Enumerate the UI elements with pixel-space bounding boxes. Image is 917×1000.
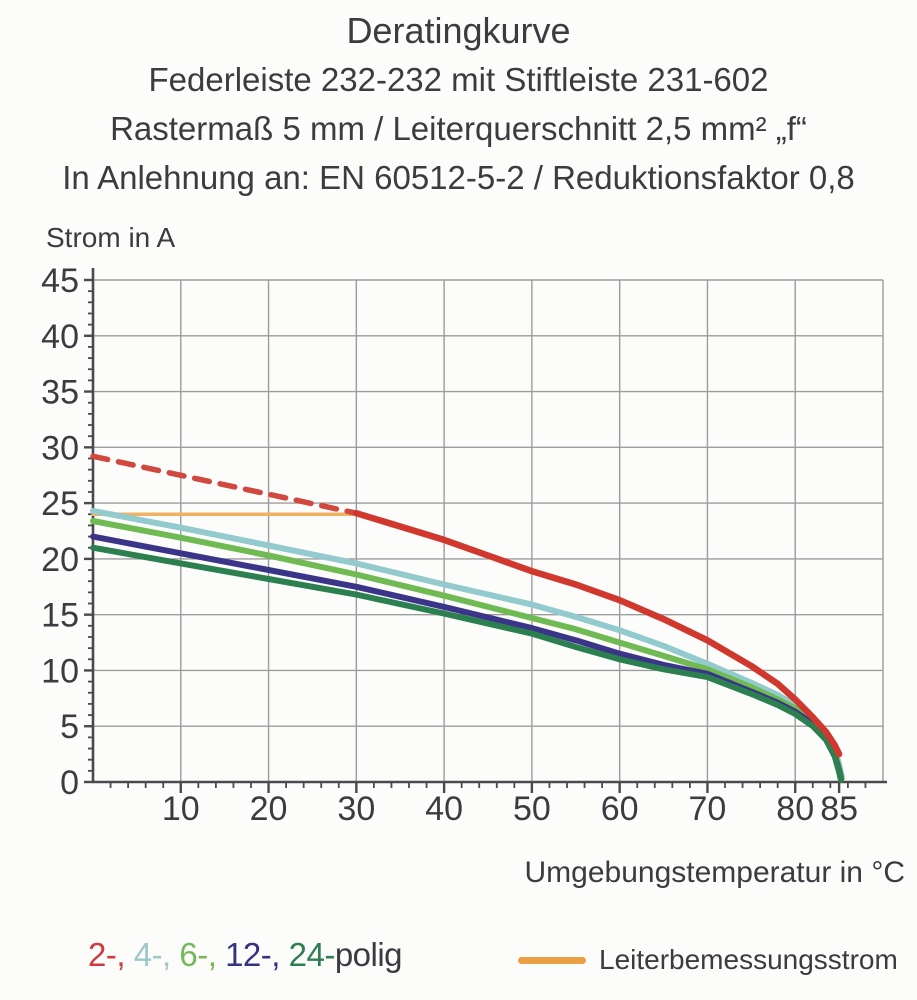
poles-legend-segment: 4-,: [133, 936, 180, 973]
x-tick-label: 80: [776, 790, 815, 828]
y-tick-label: 10: [41, 652, 79, 691]
poles-legend: [88, 936, 402, 974]
poles-legend-segment: polig: [334, 936, 403, 973]
y-tick-label: 35: [41, 373, 79, 412]
rated-current-legend: [518, 936, 898, 984]
series-24-polig: [93, 548, 841, 780]
page-title: Deratingkurve: [346, 10, 571, 51]
y-tick-label: 0: [60, 764, 79, 802]
y-tick-label: 25: [41, 485, 79, 524]
x-tick-label: 60: [600, 790, 639, 828]
rated-current-label: Leiterbemessungsstrom: [599, 944, 898, 975]
poles-legend-segment: 6-,: [179, 936, 226, 973]
x-tick-label: 30: [337, 790, 376, 828]
subtitle-spec: Rastermaß 5 mm / Leiterquerschnitt 2,5 mm² „f“: [110, 110, 807, 147]
poles-legend-segment: 2-,: [88, 936, 134, 973]
poles-legend-segment: 24-: [288, 936, 335, 973]
y-tick-label: 30: [41, 429, 79, 468]
y-tick-label: 45: [41, 262, 79, 300]
poles-legend-segment: 12-,: [225, 936, 289, 973]
x-tick-label: 85: [820, 790, 859, 828]
x-tick-label: 20: [249, 790, 288, 828]
x-tick-label: 10: [161, 790, 200, 828]
x-axis-title: Umgebungstemperatur in °C: [524, 856, 905, 889]
subtitle-product: Federleiste 232-232 mit Stiftleiste 231-602: [148, 61, 769, 98]
rated-current-line-swatch: [518, 957, 586, 964]
y-tick-label: 40: [41, 317, 79, 356]
subtitle-standard: In Anlehnung an: EN 60512-5-2 / Reduktionsfaktor 0,8: [62, 159, 855, 196]
x-tick-label: 50: [512, 790, 551, 828]
y-tick-label: 5: [60, 708, 79, 747]
y-tick-label: 15: [41, 596, 79, 635]
y-tick-label: 20: [41, 540, 79, 579]
x-tick-label: 70: [688, 790, 727, 828]
x-tick-label: 40: [425, 790, 464, 828]
series-12-polig: [93, 537, 841, 779]
series-2-polig-projection-dashed: [93, 456, 356, 513]
y-axis-title: Strom in A: [46, 222, 176, 253]
